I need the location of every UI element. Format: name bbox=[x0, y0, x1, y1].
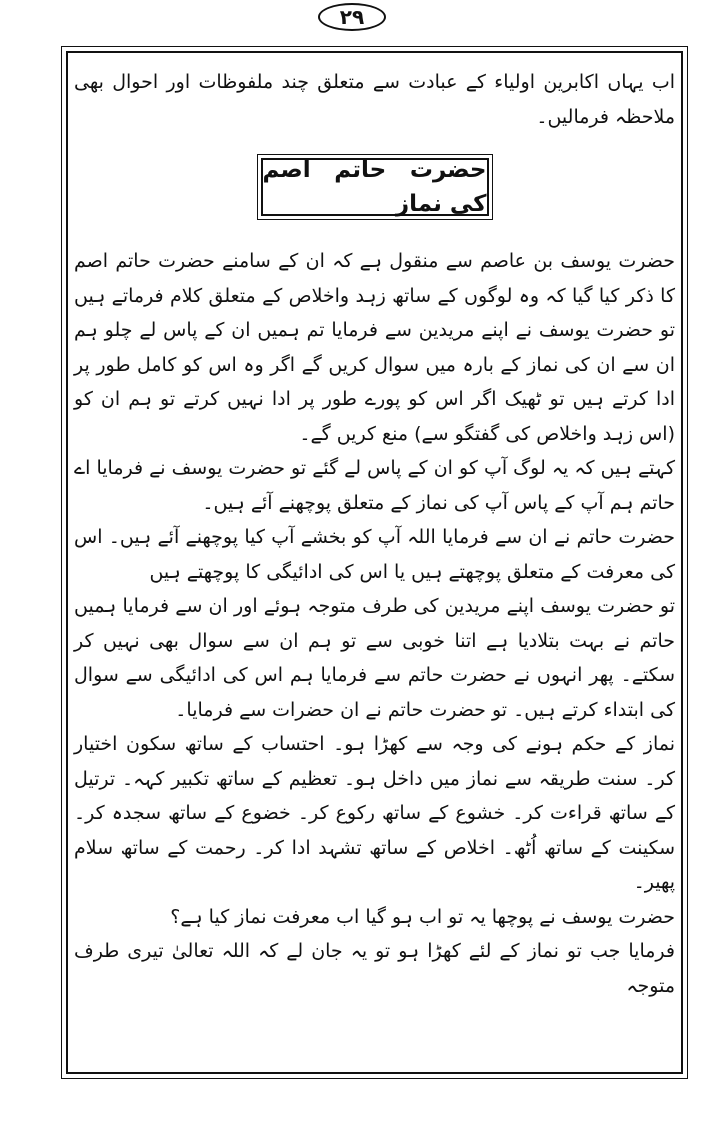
paragraph-5: نماز کے حکم ہونے کی وجہ سے کھڑا ہو۔ احتساب کے ساتھ سکون اختیار کر۔ سنت طریقہ سے نماز میں داخل ہو۔ تعظیم کے ساتھ تکبیر کہہ۔ ترتیل کے ساتھ قراءت کر۔ خشوع کے ساتھ رکوع کر۔ خضوع کے ساتھ سجدہ کر۔ سکینت کے ساتھ اُٹھ۔ اخلاص کے ساتھ تشہد ادا کر۔ رحمت کے ساتھ سلام پھیر۔ bbox=[74, 733, 675, 893]
section-heading: حضرت حاتم اصم کی نماز bbox=[262, 156, 487, 217]
paragraph-3: حضرت حاتم نے ان سے فرمایا اللہ آپ کو بخشے آپ کیا پوچھنے آئے ہیں۔ اس کی معرفت کے متعلق پوچھتے ہیں یا اس کی ادائیگی کا پوچھتے ہیں bbox=[74, 526, 675, 583]
page-number: ۲۹ bbox=[318, 3, 386, 31]
paragraph-6: حضرت یوسف نے پوچھا یہ تو اب ہو گیا اب معرفت نماز کیا ہے؟ bbox=[170, 905, 675, 928]
section-heading-box bbox=[257, 154, 493, 220]
paragraph-7: فرمایا جب تو نماز کے لئے کھڑا ہو تو یہ جان لے کہ اللہ تعالیٰ تیری طرف متوجہ bbox=[74, 940, 675, 997]
paragraph-2: کہتے ہیں کہ یہ لوگ آپ کو ان کے پاس لے گئے تو حضرت یوسف نے فرمایا اے حاتم ہم آپ کے پاس آپ کی نماز کے متعلق پوچھنے آئے ہیں۔ bbox=[74, 457, 675, 514]
page-content bbox=[74, 65, 675, 1003]
intro-paragraph: اب یہاں اکابرین اولیاء کے عبادت سے متعلق چند ملفوظات اور احوال بھی ملاحظہ فرمالیں۔ bbox=[74, 71, 675, 128]
paragraph-4: تو حضرت یوسف اپنے مریدین کی طرف متوجہ ہوئے اور ان سے فرمایا ہمیں حاتم نے بہت بتلادیا ہے اتنا خوبی سے تو ہم ان سے سوال بھی نہیں کر سکتے۔ پھر انہوں نے حضرت حاتم سے فرمایا ہم اس کی ادائیگی سے سوال کی ابتداء کرتے ہیں۔ تو حضرت حاتم نے ان حضرات سے فرمایا۔ bbox=[74, 595, 675, 721]
page-frame bbox=[61, 46, 688, 1079]
paragraph-1: حضرت یوسف بن عاصم سے منقول ہے کہ ان کے سامنے حضرت حاتم اصم کا ذکر کیا گیا کہ وہ لوگوں کے ساتھ زہد واخلاص کے متعلق کلام فرماتے ہیں تو حضرت یوسف نے اپنے مریدین سے فرمایا تم ہمیں ان کے پاس لے چلو ہم ان سے ان کی نماز کے بارہ میں سوال کریں گے اگر وہ اس کو کامل طور پر ادا کرتے ہیں تو ٹھیک اگر اس کو پورے طور پر ادا نہیں کرتے تو ہم ان کو (اس زہد واخلاص کی گفتگو سے) منع کریں گے۔ bbox=[74, 250, 675, 445]
